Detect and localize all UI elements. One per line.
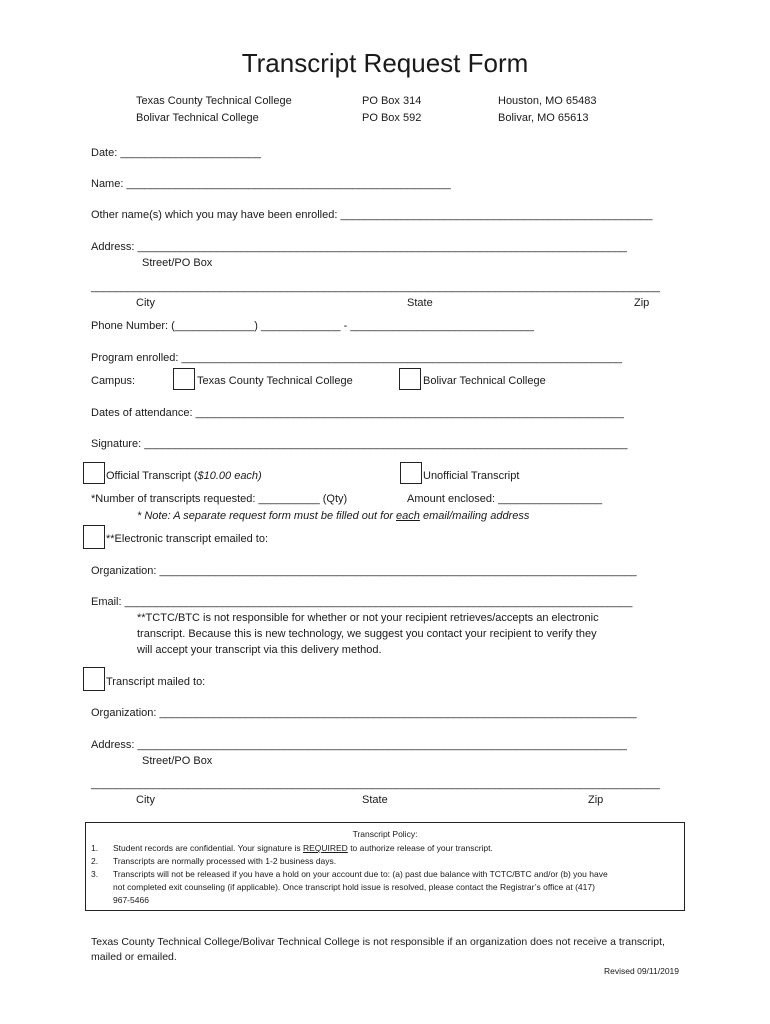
college1-name: Texas County Technical College bbox=[136, 95, 292, 107]
official-price: $10.00 each) bbox=[197, 470, 262, 482]
transcript-policy-box bbox=[85, 822, 685, 911]
college2-city: Bolivar, MO 65613 bbox=[498, 112, 589, 124]
organization-field[interactable]: Organization: ______________________________________________________________________________ bbox=[91, 565, 637, 577]
policy-item1-required: REQUIRED bbox=[302, 843, 348, 853]
unofficial-transcript-checkbox[interactable] bbox=[400, 462, 422, 484]
street-label: Street/PO Box bbox=[142, 257, 213, 269]
note-post: email/mailing address bbox=[419, 510, 530, 522]
state2-label: State bbox=[362, 794, 388, 806]
official-transcript-checkbox[interactable] bbox=[83, 462, 105, 484]
campus-btc-label: Bolivar Technical College bbox=[423, 375, 546, 387]
note-pre: * Note: A separate request form must be filled out for bbox=[137, 510, 397, 522]
program-field[interactable]: Program enrolled: ________________________________________________________________________ bbox=[91, 352, 622, 364]
zip-label: Zip bbox=[634, 297, 650, 309]
policy-num-3: 3. bbox=[91, 869, 99, 879]
separate-form-note bbox=[137, 510, 529, 522]
address2-line2-field[interactable]: _____________________________________________________________________________________________ bbox=[91, 778, 660, 790]
college2-name: Bolivar Technical College bbox=[136, 112, 259, 124]
zip2-label: Zip bbox=[588, 794, 604, 806]
policy-item-3-line3: 967-5466 bbox=[113, 895, 149, 905]
footer-disclaimer-line2: mailed or emailed. bbox=[91, 951, 177, 963]
college1-city: Houston, MO 65483 bbox=[498, 95, 597, 107]
policy-item-3-line1: Transcripts will not be released if you have a hold on your account due to: (a) past due balance with TCTC/BTC and/or (b) you have bbox=[113, 869, 608, 879]
amount-enclosed-field[interactable]: Amount enclosed: _________________ bbox=[407, 493, 603, 505]
policy-num-1: 1. bbox=[91, 843, 99, 853]
date-field[interactable]: Date: _______________________ bbox=[91, 147, 262, 159]
signature-field[interactable]: Signature: _______________________________________________________________________________ bbox=[91, 438, 628, 450]
organization2-field[interactable]: Organization: ______________________________________________________________________________ bbox=[91, 707, 637, 719]
dates-attendance-field[interactable]: Dates of attendance: ______________________________________________________________________ bbox=[91, 407, 624, 419]
official-transcript-label bbox=[106, 470, 262, 482]
phone-field[interactable]: Phone Number: (_____________) _____________ - ______________________________ bbox=[91, 320, 534, 332]
policy-heading: Transcript Policy: bbox=[352, 829, 418, 839]
disclaimer-line2: transcript. Because this is new technology, we suggest you contact your recipient to verify they bbox=[137, 628, 597, 640]
footer-disclaimer-line1: Texas County Technical College/Bolivar Technical College is not responsible if an organization does not receive a transcript, bbox=[91, 936, 665, 948]
campus-tctc-checkbox[interactable] bbox=[173, 368, 195, 390]
city2-label: City bbox=[136, 794, 155, 806]
electronic-transcript-checkbox[interactable] bbox=[83, 525, 105, 549]
city-label: City bbox=[136, 297, 155, 309]
official-label-text: Official Transcript ( bbox=[106, 470, 198, 482]
college2-po: PO Box 592 bbox=[362, 112, 422, 124]
campus-btc-checkbox[interactable] bbox=[399, 368, 421, 390]
policy-item-3-line2: not completed exit counseling (if applicable). Once transcript hold issue is resolved, please contact the Registrar’s office at (417) bbox=[113, 882, 595, 892]
unofficial-transcript-label: Unofficial Transcript bbox=[423, 470, 520, 482]
number-requested-field[interactable]: *Number of transcripts requested: __________ (Qty) bbox=[91, 493, 348, 505]
campus-label: Campus: bbox=[91, 375, 136, 387]
street2-label: Street/PO Box bbox=[142, 755, 213, 767]
policy-item1-post: to authorize release of your transcript. bbox=[347, 843, 493, 853]
address-field[interactable]: Address: ________________________________________________________________________________ bbox=[91, 241, 627, 253]
address-line2-field[interactable]: _____________________________________________________________________________________________ bbox=[91, 281, 660, 293]
mailed-transcript-checkbox[interactable] bbox=[83, 667, 105, 691]
state-label: State bbox=[407, 297, 433, 309]
note-each: each bbox=[396, 510, 420, 522]
form-title: Transcript Request Form bbox=[241, 48, 529, 78]
policy-item-1 bbox=[113, 843, 493, 853]
campus-tctc-label: Texas County Technical College bbox=[197, 375, 353, 387]
policy-item1-pre: Student records are confidential. Your signature is bbox=[113, 843, 303, 853]
address2-field[interactable]: Address: ________________________________________________________________________________ bbox=[91, 739, 627, 751]
email-field[interactable]: Email: ___________________________________________________________________________________ bbox=[91, 596, 633, 608]
other-names-field[interactable]: Other name(s) which you may have been enrolled: ___________________________________________________ bbox=[91, 209, 653, 221]
college1-po: PO Box 314 bbox=[362, 95, 422, 107]
electronic-transcript-label: **Electronic transcript emailed to: bbox=[106, 533, 269, 545]
name-field[interactable]: Name: _____________________________________________________ bbox=[91, 178, 451, 190]
disclaimer-line3: will accept your transcript via this delivery method. bbox=[137, 644, 382, 656]
policy-item-2: Transcripts are normally processed with 1-2 business days. bbox=[113, 856, 337, 866]
policy-num-2: 2. bbox=[91, 856, 99, 866]
revised-date: Revised 09/11/2019 bbox=[604, 966, 679, 976]
mailed-transcript-label: Transcript mailed to: bbox=[106, 676, 206, 688]
disclaimer-line1: **TCTC/BTC is not responsible for whether or not your recipient retrieves/accepts an electronic bbox=[137, 612, 599, 624]
